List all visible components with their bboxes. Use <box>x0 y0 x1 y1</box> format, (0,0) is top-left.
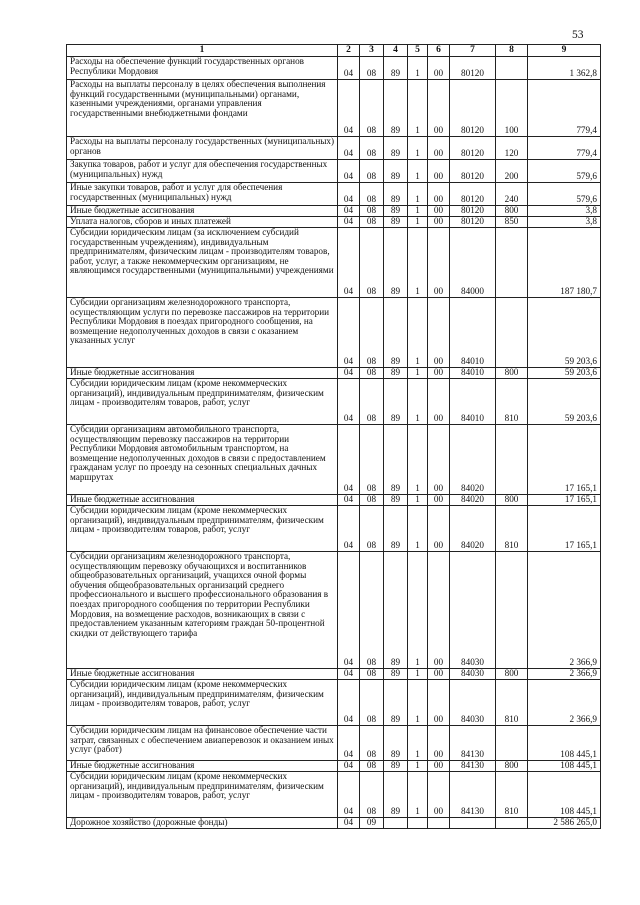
row-subsection-cell: 08 <box>360 228 384 298</box>
row-section-cell: 04 <box>338 217 360 228</box>
row-target-code-cell: 80120 <box>450 80 496 137</box>
row-expense-type-cell <box>496 228 528 298</box>
row-target-code-cell: 84030 <box>450 680 496 726</box>
row-amount-cell: 779,4 <box>528 137 601 160</box>
row-target-code-cell: 84030 <box>450 669 496 680</box>
row-program-cell: 89 <box>384 368 408 379</box>
row-program-cell: 89 <box>384 506 408 552</box>
row-section-cell: 04 <box>338 680 360 726</box>
row-amount-cell: 2 366,9 <box>528 680 601 726</box>
row-subprogram-cell: 1 <box>408 160 428 183</box>
row-expense-type-cell: 810 <box>496 680 528 726</box>
row-subsection-cell: 08 <box>360 183 384 206</box>
row-expense-type-cell <box>496 552 528 669</box>
row-amount-cell: 3,8 <box>528 206 601 217</box>
table-row <box>67 669 601 680</box>
row-name-cell: Субсидии юридическим лицам на финансовое обеспечение части затрат, связанных с обеспечением авиаперевозок и оказанием иных услуг (работ) <box>67 726 338 761</box>
row-subprogram-cell: 1 <box>408 552 428 669</box>
row-name-cell: Расходы на выплаты персоналу государственных (муниципальных) органов <box>67 137 338 160</box>
table-row <box>67 680 601 726</box>
row-expense-type-cell: 120 <box>496 137 528 160</box>
row-section-cell: 04 <box>338 818 360 829</box>
row-program-cell: 89 <box>384 160 408 183</box>
row-expense-type-cell <box>496 818 528 829</box>
table-row <box>67 298 601 368</box>
row-expense-type-cell <box>496 57 528 80</box>
row-subprogram-cell: 1 <box>408 680 428 726</box>
row-subsection-cell: 08 <box>360 137 384 160</box>
header-col-4: 4 <box>384 45 408 57</box>
row-name-cell: Уплата налогов, сборов и иных платежей <box>67 217 338 228</box>
row-subprogram-cell: 1 <box>408 772 428 818</box>
header-col-7: 7 <box>450 45 496 57</box>
header-col-8: 8 <box>496 45 528 57</box>
row-subsection-cell: 08 <box>360 506 384 552</box>
row-target-code-cell: 80120 <box>450 183 496 206</box>
row-amount-cell: 17 165,1 <box>528 495 601 506</box>
row-expense-type-cell: 800 <box>496 206 528 217</box>
row-direction-cell: 00 <box>428 137 450 160</box>
row-program-cell <box>384 818 408 829</box>
row-subsection-cell: 08 <box>360 772 384 818</box>
row-section-cell: 04 <box>338 506 360 552</box>
row-name-cell: Иные бюджетные ассигнования <box>67 495 338 506</box>
row-expense-type-cell <box>496 298 528 368</box>
row-direction-cell: 00 <box>428 206 450 217</box>
table-row <box>67 183 601 206</box>
table-row <box>67 726 601 761</box>
row-program-cell: 89 <box>384 772 408 818</box>
row-direction-cell: 00 <box>428 669 450 680</box>
row-subprogram-cell: 1 <box>408 506 428 552</box>
row-direction-cell: 00 <box>428 761 450 772</box>
row-subprogram-cell: 1 <box>408 495 428 506</box>
header-col-9: 9 <box>528 45 601 57</box>
row-program-cell: 89 <box>384 761 408 772</box>
row-expense-type-cell: 810 <box>496 772 528 818</box>
row-subprogram-cell: 1 <box>408 761 428 772</box>
row-direction-cell: 00 <box>428 298 450 368</box>
row-direction-cell: 00 <box>428 425 450 495</box>
row-target-code-cell: 80120 <box>450 217 496 228</box>
row-subprogram-cell: 1 <box>408 137 428 160</box>
row-target-code-cell: 84010 <box>450 379 496 425</box>
row-target-code-cell: 84020 <box>450 506 496 552</box>
row-subprogram-cell <box>408 818 428 829</box>
row-section-cell: 04 <box>338 726 360 761</box>
row-name-cell: Субсидии юридическим лицам (кроме некоммерческих организаций), индивидуальным предпринимателям, физическим лицам - производителям товаров, работ, услуг <box>67 379 338 425</box>
row-subprogram-cell: 1 <box>408 726 428 761</box>
row-section-cell: 04 <box>338 425 360 495</box>
row-program-cell: 89 <box>384 379 408 425</box>
row-name-cell: Иные закупки товаров, работ и услуг для обеспечения государственных (муниципальных) нужд <box>67 183 338 206</box>
row-subprogram-cell: 1 <box>408 228 428 298</box>
row-program-cell: 89 <box>384 206 408 217</box>
row-amount-cell: 108 445,1 <box>528 761 601 772</box>
row-name-cell: Расходы на обеспечение функций государственных органов Республики Мордовия <box>67 57 338 80</box>
row-direction-cell <box>428 818 450 829</box>
row-subsection-cell: 08 <box>360 368 384 379</box>
row-direction-cell: 00 <box>428 726 450 761</box>
table-row <box>67 379 601 425</box>
table-row <box>67 425 601 495</box>
row-section-cell: 04 <box>338 298 360 368</box>
row-target-code-cell: 84030 <box>450 552 496 669</box>
row-subsection-cell: 08 <box>360 495 384 506</box>
row-name-cell: Субсидии юридическим лицам (кроме некоммерческих организаций), индивидуальным предпринимателям, физическим лицам - производителям товаров, работ, услуг <box>67 680 338 726</box>
row-direction-cell: 00 <box>428 506 450 552</box>
row-expense-type-cell: 100 <box>496 80 528 137</box>
row-subsection-cell: 08 <box>360 57 384 80</box>
row-expense-type-cell: 810 <box>496 379 528 425</box>
row-direction-cell: 00 <box>428 552 450 669</box>
row-amount-cell: 579,6 <box>528 160 601 183</box>
row-subsection-cell: 08 <box>360 425 384 495</box>
row-section-cell: 04 <box>338 495 360 506</box>
table-row <box>67 368 601 379</box>
row-direction-cell: 00 <box>428 379 450 425</box>
table-row <box>67 57 601 80</box>
row-expense-type-cell: 200 <box>496 160 528 183</box>
row-program-cell: 89 <box>384 217 408 228</box>
header-col-2: 2 <box>338 45 360 57</box>
row-program-cell: 89 <box>384 726 408 761</box>
row-expense-type-cell <box>496 425 528 495</box>
row-subsection-cell: 08 <box>360 552 384 669</box>
row-section-cell: 04 <box>338 183 360 206</box>
row-direction-cell: 00 <box>428 495 450 506</box>
row-amount-cell: 17 165,1 <box>528 425 601 495</box>
row-name-cell: Расходы на выплаты персоналу в целях обеспечения выполнения функций государственными (муниципальными) органами, казенными учреждениями, органами управления государственными внебюджетными фондами <box>67 80 338 137</box>
row-program-cell: 89 <box>384 552 408 669</box>
row-expense-type-cell: 800 <box>496 669 528 680</box>
row-target-code-cell <box>450 818 496 829</box>
header-col-3: 3 <box>360 45 384 57</box>
row-expense-type-cell: 800 <box>496 495 528 506</box>
row-direction-cell: 00 <box>428 57 450 80</box>
row-amount-cell: 108 445,1 <box>528 772 601 818</box>
row-expense-type-cell: 850 <box>496 217 528 228</box>
row-expense-type-cell: 810 <box>496 506 528 552</box>
row-target-code-cell: 80120 <box>450 57 496 80</box>
row-subsection-cell: 08 <box>360 669 384 680</box>
row-name-cell: Субсидии юридическим лицам (кроме некоммерческих организаций), индивидуальным предпринимателям, физическим лицам - производителям товаров, работ, услуг <box>67 506 338 552</box>
row-program-cell: 89 <box>384 669 408 680</box>
row-amount-cell: 108 445,1 <box>528 726 601 761</box>
row-section-cell: 04 <box>338 137 360 160</box>
row-expense-type-cell: 800 <box>496 761 528 772</box>
row-name-cell: Дорожное хозяйство (дорожные фонды) <box>67 818 338 829</box>
row-program-cell: 89 <box>384 80 408 137</box>
row-section-cell: 04 <box>338 761 360 772</box>
row-section-cell: 04 <box>338 57 360 80</box>
row-name-cell: Субсидии юридическим лицам (кроме некоммерческих организаций), индивидуальным предпринимателям, физическим лицам - производителям товаров, работ, услуг <box>67 772 338 818</box>
header-col-5: 5 <box>408 45 428 57</box>
row-name-cell: Иные бюджетные ассигнования <box>67 368 338 379</box>
table-row <box>67 228 601 298</box>
row-amount-cell: 579,6 <box>528 183 601 206</box>
row-direction-cell: 00 <box>428 80 450 137</box>
budget-table <box>66 44 601 829</box>
header-col-6: 6 <box>428 45 450 57</box>
row-name-cell: Закупка товаров, работ и услуг для обеспечения государственных (муниципальных) нужд <box>67 160 338 183</box>
row-name-cell: Субсидии организациям железнодорожного транспорта, осуществляющим услуги по перевозке пассажиров на территории Республики Мордовия в поездах пригородного сообщения, на возмещение недополученных доходов в связи с оказанием указанных услуг <box>67 298 338 368</box>
table-row <box>67 761 601 772</box>
page-number: 53 <box>572 29 584 41</box>
row-name-cell: Иные бюджетные ассигнования <box>67 761 338 772</box>
row-subprogram-cell: 1 <box>408 206 428 217</box>
row-subsection-cell: 08 <box>360 80 384 137</box>
row-subsection-cell: 08 <box>360 761 384 772</box>
row-program-cell: 89 <box>384 57 408 80</box>
row-section-cell: 04 <box>338 368 360 379</box>
row-target-code-cell: 84000 <box>450 228 496 298</box>
row-name-cell: Иные бюджетные ассигнования <box>67 669 338 680</box>
row-target-code-cell: 80120 <box>450 160 496 183</box>
row-subprogram-cell: 1 <box>408 298 428 368</box>
row-target-code-cell: 84130 <box>450 726 496 761</box>
row-program-cell: 89 <box>384 495 408 506</box>
row-subsection-cell: 08 <box>360 298 384 368</box>
row-expense-type-cell: 800 <box>496 368 528 379</box>
row-amount-cell: 187 180,7 <box>528 228 601 298</box>
row-section-cell: 04 <box>338 669 360 680</box>
row-name-cell: Субсидии организациям автомобильного транспорта, осуществляющим перевозку пассажиров на территории Республики Мордовия автомобильным транспортом, на возмещение недополученных доходов в связи с предоставлением гражданам услуг по проезду на сезонных специальных дачных маршрутах <box>67 425 338 495</box>
table-row <box>67 160 601 183</box>
row-amount-cell: 59 203,6 <box>528 379 601 425</box>
row-direction-cell: 00 <box>428 368 450 379</box>
row-subprogram-cell: 1 <box>408 379 428 425</box>
row-section-cell: 04 <box>338 552 360 669</box>
row-section-cell: 04 <box>338 379 360 425</box>
row-name-cell: Субсидии юридическим лицам (за исключением субсидий государственным учреждениям), индивидуальным предпринимателям, физическим лицам - производителям товаров, работ, услуг, а также некоммерческим организациям, не являющимся государственными (муниципальными) учреждениями <box>67 228 338 298</box>
table-row <box>67 772 601 818</box>
row-target-code-cell: 84020 <box>450 495 496 506</box>
header-col-1: 1 <box>67 45 338 57</box>
row-direction-cell: 00 <box>428 680 450 726</box>
row-program-cell: 89 <box>384 298 408 368</box>
row-section-cell: 04 <box>338 206 360 217</box>
row-amount-cell: 2 366,9 <box>528 669 601 680</box>
table-row <box>67 206 601 217</box>
table-row <box>67 137 601 160</box>
row-subsection-cell: 08 <box>360 680 384 726</box>
row-amount-cell: 17 165,1 <box>528 506 601 552</box>
row-subprogram-cell: 1 <box>408 217 428 228</box>
row-subprogram-cell: 1 <box>408 57 428 80</box>
row-amount-cell: 59 203,6 <box>528 298 601 368</box>
row-target-code-cell: 80120 <box>450 137 496 160</box>
row-subsection-cell: 08 <box>360 206 384 217</box>
row-target-code-cell: 84130 <box>450 761 496 772</box>
row-amount-cell: 2 586 265,0 <box>528 818 601 829</box>
row-subprogram-cell: 1 <box>408 669 428 680</box>
row-amount-cell: 2 366,9 <box>528 552 601 669</box>
row-amount-cell: 59 203,6 <box>528 368 601 379</box>
row-program-cell: 89 <box>384 680 408 726</box>
row-amount-cell: 779,4 <box>528 80 601 137</box>
table-row <box>67 80 601 137</box>
table-row <box>67 217 601 228</box>
row-target-code-cell: 84010 <box>450 368 496 379</box>
row-amount-cell: 3,8 <box>528 217 601 228</box>
row-expense-type-cell: 240 <box>496 183 528 206</box>
row-subsection-cell: 08 <box>360 217 384 228</box>
row-direction-cell: 00 <box>428 160 450 183</box>
row-direction-cell: 00 <box>428 772 450 818</box>
row-name-cell: Субсидии организациям железнодорожного транспорта, осуществляющим перевозку обучающихся и воспитанников общеобразовательных организаций, учащихся очной формы обучения общеобразовательных организаций среднего профессионального и высшего профессионального образования в поездах пригородного сообщения по территории Республики Мордовия, на возмещение расходов, возникающих в связи с предоставлением указанным категориям граждан 50-процентной скидки от действующего тарифа <box>67 552 338 669</box>
row-direction-cell: 00 <box>428 217 450 228</box>
row-section-cell: 04 <box>338 228 360 298</box>
table-row <box>67 495 601 506</box>
row-program-cell: 89 <box>384 137 408 160</box>
table-body <box>67 57 601 829</box>
row-subprogram-cell: 1 <box>408 183 428 206</box>
row-target-code-cell: 84010 <box>450 298 496 368</box>
row-expense-type-cell <box>496 726 528 761</box>
row-target-code-cell: 84130 <box>450 772 496 818</box>
header-row <box>67 45 601 57</box>
table-row <box>67 818 601 829</box>
row-amount-cell: 1 362,8 <box>528 57 601 80</box>
row-target-code-cell: 84020 <box>450 425 496 495</box>
row-subsection-cell: 08 <box>360 160 384 183</box>
row-program-cell: 89 <box>384 228 408 298</box>
row-program-cell: 89 <box>384 425 408 495</box>
table-row <box>67 552 601 669</box>
row-subprogram-cell: 1 <box>408 80 428 137</box>
row-program-cell: 89 <box>384 183 408 206</box>
row-subprogram-cell: 1 <box>408 425 428 495</box>
row-target-code-cell: 80120 <box>450 206 496 217</box>
row-name-cell: Иные бюджетные ассигнования <box>67 206 338 217</box>
table-row <box>67 506 601 552</box>
row-direction-cell: 00 <box>428 228 450 298</box>
row-subsection-cell: 09 <box>360 818 384 829</box>
row-subsection-cell: 08 <box>360 379 384 425</box>
row-section-cell: 04 <box>338 160 360 183</box>
row-subprogram-cell: 1 <box>408 368 428 379</box>
row-section-cell: 04 <box>338 80 360 137</box>
row-section-cell: 04 <box>338 772 360 818</box>
row-direction-cell: 00 <box>428 183 450 206</box>
row-subsection-cell: 08 <box>360 726 384 761</box>
